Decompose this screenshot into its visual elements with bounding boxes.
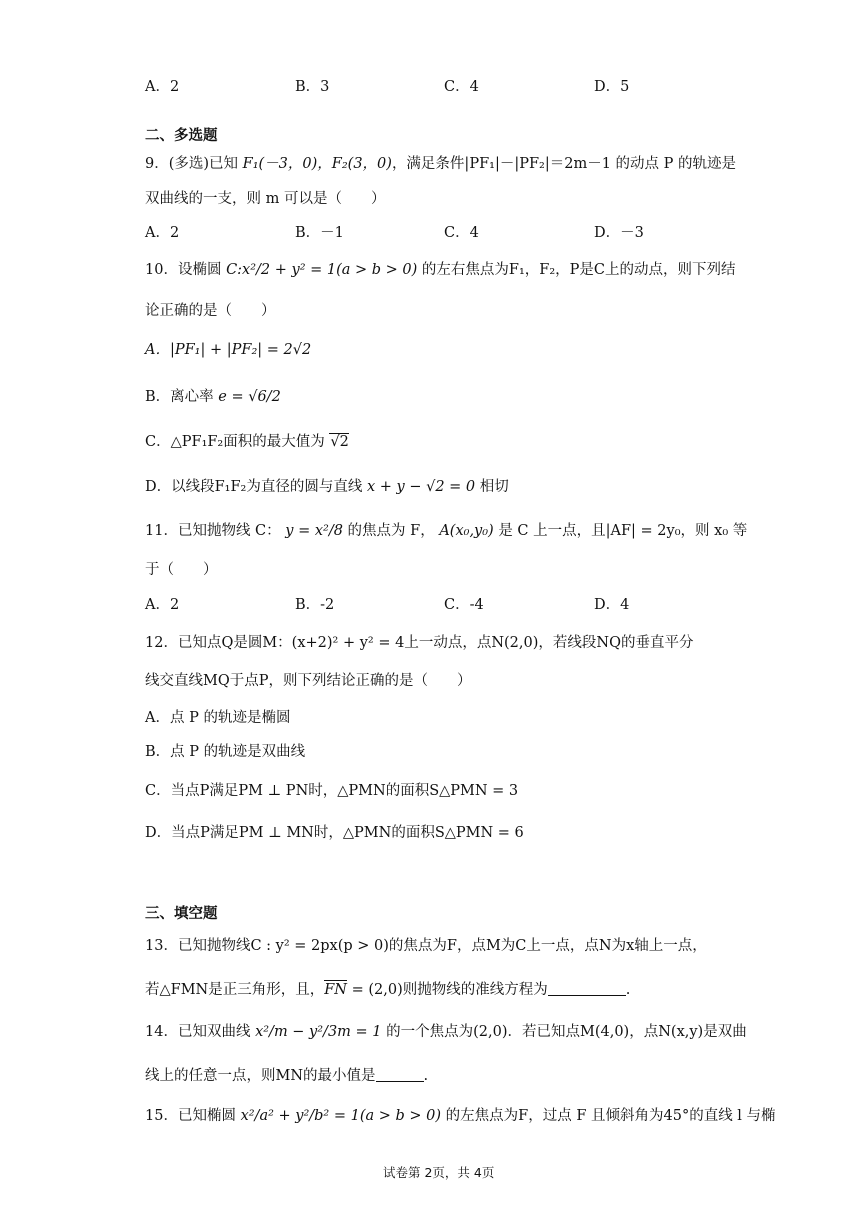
q9-line1 [145,152,736,173]
q10-option-d [145,475,509,496]
q13-answer-blank [548,981,626,996]
q14-line2 [145,1064,428,1085]
q10-option-c [145,430,349,451]
q12-option-c: C．当点P满足PM ⊥ PN时，△PMN的面积S△PMN = 3 [145,783,519,799]
q11-mid: 的焦点为 F， [347,523,435,539]
q15-number: 15．已知椭圆 [145,1108,236,1124]
q10-option-c-value: √2 [330,434,349,450]
q10-line1 [145,258,736,279]
q10-option-b-label: B．离心率 [145,389,214,405]
q9-condition: ，满足条件|PF₁|－|PF₂|＝2m－1 的动点 P 的轨迹是 [391,156,737,172]
q11-parabola-equation: y = x²/8 [285,523,343,539]
q10-option-a-formula: A．|PF₁| + |PF₂| = 2√2 [145,342,312,358]
q10-option-a [145,338,311,359]
q9-option-d: D．－3 [594,225,644,241]
q13-line1: 13．已知抛物线C : y² = 2px(p > 0)的焦点为F，点M为C上一点，点N为x轴上一点， [145,938,707,954]
q11-option-c: C．-4 [444,597,484,613]
q10-option-b [145,385,281,406]
q11-option-b: B．-2 [295,597,335,613]
section-title-fill-in: 三、填空题 [145,906,218,922]
q14-line2-text: 线上的任意一点，则MN的最小值是 [145,1068,376,1084]
q14-answer-blank [376,1067,424,1082]
q10-option-b-value: e = √6/2 [218,389,281,405]
page-footer: 试卷第 2页，共 4页 [383,1165,495,1180]
q15-stem: 的左焦点为F，过点 F 且倾斜角为45°的直线 l 与椭 [445,1108,776,1124]
q11-point: A(x₀,y₀) [439,523,494,539]
q13-line2 [145,978,630,999]
q12-option-d: D．当点P满足PM ⊥ MN时，△PMN的面积S△PMN = 6 [145,825,524,841]
q11-option-d: D．4 [594,597,630,613]
q9-prefix: 9．(多选)已知 [145,156,243,172]
q10-line2: 论正确的是（ ） [145,303,276,319]
q14-stem: 的一个焦点为(2,0)．若已知点M(4,0)，点N(x,y)是双曲 [386,1024,747,1040]
q11-stem: 是 C 上一点，且|AF| = 2y₀，则 x₀ 等 [498,523,748,539]
q8-option-a: A．2 [145,79,180,95]
q10-option-c-label: C．△PF₁F₂面积的最大值为 [145,434,325,450]
q14-period: . [423,1068,429,1084]
q12-option-b: B．点 P 的轨迹是双曲线 [145,744,306,760]
q10-stem: 的左右焦点为F₁，F₂，P是C上的动点，则下列结 [421,262,736,278]
q11-line1 [145,519,747,540]
q9-option-b: B．－1 [295,225,344,241]
q8-option-c: C．4 [444,79,479,95]
q9-line2: 双曲线的一支，则 m 可以是（ ） [145,191,386,207]
q10-number: 10．设椭圆 [145,262,222,278]
q12-line1: 12．已知点Q是圆M：(x+2)² + y² = 4上一动点，点N(2,0)，若线段NQ的垂直平分 [145,635,694,651]
q10-option-d-tail: 相切 [479,479,509,495]
q13-line2-start: 若△FMN是正三角形，且， [145,982,325,998]
q13-period: . [625,982,631,998]
q12-line2: 线交直线MQ于点P，则下列结论正确的是（ ） [145,673,472,689]
q14-line1 [145,1020,747,1041]
q11-number: 11．已知抛物线 C： [145,523,281,539]
q14-number: 14．已知双曲线 [145,1024,251,1040]
q11-line2: 于（ ） [145,562,218,578]
section-title-multiple-choice: 二、多选题 [145,128,218,144]
q13-vector-fn: FN [324,982,347,998]
q9-option-a: A．2 [145,225,180,241]
q9-option-c: C．4 [444,225,479,241]
q14-hyperbola-equation: x²/m − y²/3m = 1 [255,1024,382,1040]
q15-line1 [145,1104,776,1125]
q11-option-a: A．2 [145,597,180,613]
q13-line2-rest: = (2,0)则抛物线的准线方程为 [347,982,548,998]
q9-foci: F₁(－3，0)，F₂(3，0) [242,156,392,172]
q8-option-b: B．3 [295,79,330,95]
q8-option-d: D．5 [594,79,630,95]
q12-option-a: A．点 P 的轨迹是椭圆 [145,710,291,726]
q15-ellipse-equation: x²/a² + y²/b² = 1(a > b > 0) [240,1108,442,1124]
q10-option-d-label: D．以线段F₁F₂为直径的圆与直线 [145,479,363,495]
q10-ellipse-equation: C:x²/2 + y² = 1(a > b > 0) [226,262,418,278]
q10-option-d-line: x + y − √2 = 0 [366,479,476,495]
